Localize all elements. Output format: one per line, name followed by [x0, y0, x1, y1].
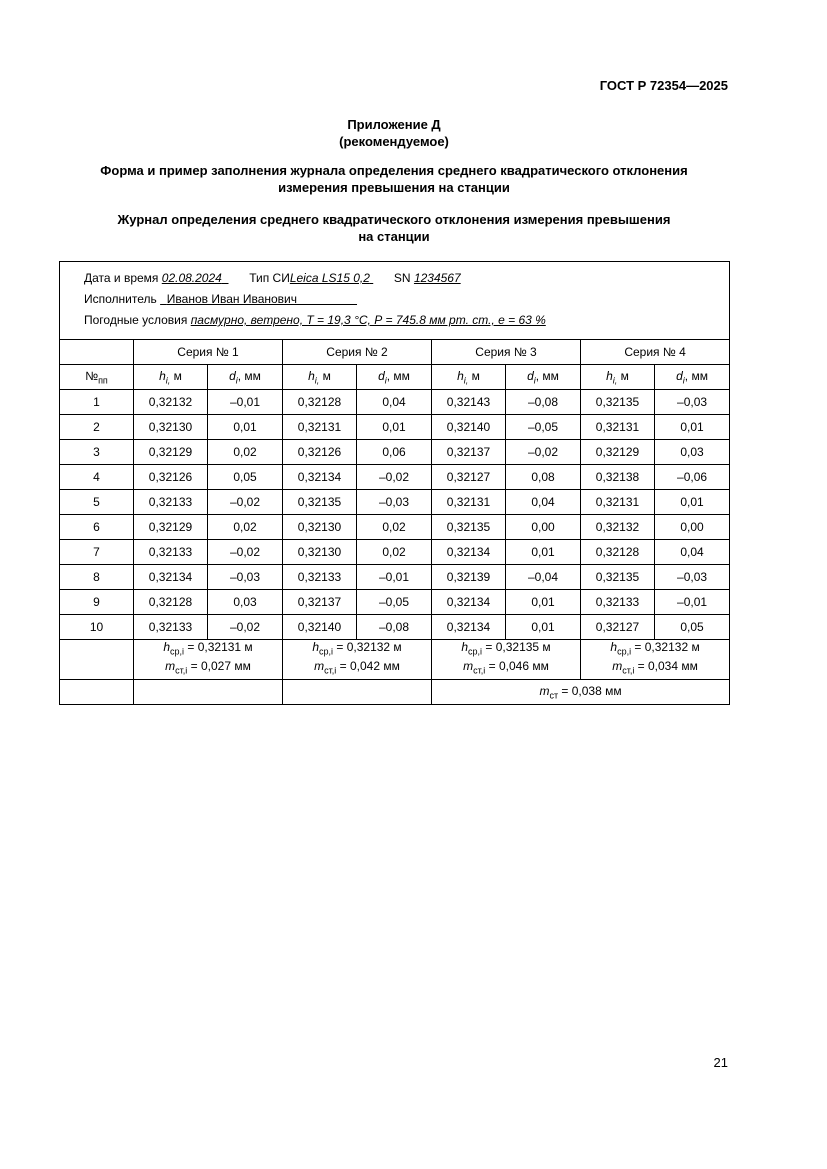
total-empty-cell — [134, 679, 283, 704]
series-summary — [581, 640, 730, 680]
h-value: 0,32130 — [134, 415, 208, 440]
d-value: 0,02 — [357, 540, 432, 565]
h-unit: м — [617, 368, 629, 383]
table-row — [60, 465, 730, 490]
h-column-header — [283, 365, 357, 390]
station-deviation-value: = 0,042 мм — [336, 659, 400, 674]
sn-label: SN — [393, 271, 411, 285]
h-value: 0,32143 — [432, 390, 506, 415]
d-value: 0,00 — [655, 515, 730, 540]
h-value: 0,32129 — [134, 440, 208, 465]
date-value: 02.08.2024 — [161, 271, 222, 285]
h-unit: м — [319, 368, 331, 383]
d-symbol: d — [378, 368, 385, 383]
d-value: 0,02 — [357, 515, 432, 540]
number-sub-label: пп — [98, 375, 108, 386]
executor-label: Исполнитель — [84, 292, 157, 306]
d-value: 0,04 — [506, 490, 581, 515]
appendix-heading — [59, 116, 729, 150]
weather-label: Погодные условия — [84, 313, 188, 327]
d-value: 0,03 — [208, 590, 283, 615]
series-2-header: Серия № 2 — [283, 340, 432, 365]
row-number: 2 — [60, 415, 134, 440]
h-value: 0,32126 — [283, 440, 357, 465]
h-value: 0,32134 — [432, 540, 506, 565]
mean-height-value: = 0,32132 м — [333, 640, 402, 654]
h-value: 0,32129 — [134, 515, 208, 540]
sn-value: 1234567 — [413, 271, 461, 285]
row-number: 6 — [60, 515, 134, 540]
table-row — [60, 590, 730, 615]
d-value: –0,02 — [208, 490, 283, 515]
h-value: 0,32130 — [283, 540, 357, 565]
station-deviation — [583, 659, 727, 678]
h-subscript: i, — [612, 375, 618, 386]
h-value: 0,32133 — [134, 540, 208, 565]
total-empty-cell — [60, 679, 134, 704]
journal-title — [59, 211, 729, 245]
h-symbol: h — [312, 640, 320, 654]
h-value: 0,32135 — [283, 490, 357, 515]
journal-title-line1: Журнал определения среднего квадратического отклонения измерения превышения — [117, 212, 671, 227]
d-symbol: d — [229, 368, 236, 383]
h-value: 0,32134 — [134, 565, 208, 590]
table-row — [60, 615, 730, 640]
total-row — [60, 679, 730, 704]
d-subscript: i — [235, 375, 238, 386]
d-value: –0,05 — [506, 415, 581, 440]
form-title-line2: измерения превышения на станции — [278, 180, 510, 195]
m-symbol: m — [463, 659, 474, 674]
table-row — [60, 390, 730, 415]
h-value: 0,32131 — [581, 415, 655, 440]
mean-height — [285, 640, 429, 659]
station-deviation-value: = 0,027 мм — [187, 659, 251, 674]
h-symbol: h — [159, 368, 166, 383]
h-value: 0,32134 — [432, 590, 506, 615]
si-type-value: Leica LS15 0,2 — [289, 271, 370, 285]
total-m-symbol: m — [539, 683, 550, 698]
h-value: 0,32133 — [283, 565, 357, 590]
h-value: 0,32140 — [283, 615, 357, 640]
h-value: 0,32132 — [581, 515, 655, 540]
h-column-header — [581, 365, 655, 390]
d-value: –0,03 — [655, 390, 730, 415]
total-m-subscript: ст — [549, 689, 559, 700]
row-number: 1 — [60, 390, 134, 415]
d-column-header — [655, 365, 730, 390]
d-value: –0,03 — [208, 565, 283, 590]
d-value: 0,05 — [655, 615, 730, 640]
d-value: 0,01 — [655, 490, 730, 515]
station-deviation — [285, 659, 429, 678]
d-value: –0,04 — [506, 565, 581, 590]
d-column-header — [357, 365, 432, 390]
h-value: 0,32138 — [581, 465, 655, 490]
d-value: –0,01 — [357, 565, 432, 590]
h-value: 0,32135 — [432, 515, 506, 540]
h-symbol: h — [457, 368, 464, 383]
series-4-header: Серия № 4 — [581, 340, 730, 365]
h-column-header — [134, 365, 208, 390]
d-symbol: d — [527, 368, 534, 383]
d-value: 0,01 — [506, 590, 581, 615]
h-value: 0,32135 — [581, 565, 655, 590]
station-deviation — [434, 659, 578, 678]
h-symbol: h — [610, 640, 618, 654]
info-line-executor — [84, 289, 729, 310]
series-summary — [432, 640, 581, 680]
h-unit: м — [468, 368, 480, 383]
column-header-row — [60, 365, 730, 390]
journal-table — [59, 261, 730, 705]
series-header-row — [60, 340, 730, 365]
h-value: 0,32135 — [581, 390, 655, 415]
date-label: Дата и время — [84, 271, 159, 285]
h-symbol: h — [308, 368, 315, 383]
d-value: 0,01 — [208, 415, 283, 440]
weather-value: пасмурно, ветрено, Т = 19,3 °С, Р = 745.8 мм рт. ст., е = 63 % — [190, 313, 546, 327]
m-subscript: ст,i — [473, 665, 486, 676]
h-value: 0,32131 — [283, 415, 357, 440]
mean-height-value: = 0,32131 м — [184, 640, 253, 654]
row-number: 4 — [60, 465, 134, 490]
d-value: 0,01 — [655, 415, 730, 440]
total-empty-cell — [283, 679, 432, 704]
h-value: 0,32129 — [581, 440, 655, 465]
d-column-header — [208, 365, 283, 390]
h-subscript: i, — [165, 375, 171, 386]
table-row — [60, 440, 730, 465]
h-unit: м — [170, 368, 182, 383]
d-value: –0,02 — [208, 615, 283, 640]
station-deviation-value: = 0,034 мм — [634, 659, 698, 674]
appendix-status: (рекомендуемое) — [339, 134, 449, 149]
h-symbol: h — [606, 368, 613, 383]
row-number: 3 — [60, 440, 134, 465]
m-subscript: ст,i — [622, 665, 635, 676]
d-value: –0,02 — [357, 465, 432, 490]
d-symbol: d — [676, 368, 683, 383]
d-subscript: i — [384, 375, 387, 386]
h-value: 0,32128 — [283, 390, 357, 415]
h-value: 0,32126 — [134, 465, 208, 490]
summary-empty-cell — [60, 640, 134, 680]
executor-value: Иванов Иван Иванович — [166, 292, 297, 306]
series-1-header: Серия № 1 — [134, 340, 283, 365]
mean-height — [434, 640, 578, 659]
d-value: 0,02 — [208, 440, 283, 465]
station-deviation-value: = 0,046 мм — [485, 659, 549, 674]
h-value: 0,32133 — [134, 490, 208, 515]
h-value: 0,32134 — [432, 615, 506, 640]
si-type-label: Тип СИ — [249, 271, 290, 285]
appendix-title: Приложение Д — [347, 117, 441, 132]
h-value: 0,32128 — [581, 540, 655, 565]
total-deviation-value: = 0,038 мм — [558, 683, 622, 698]
row-number: 7 — [60, 540, 134, 565]
h-value: 0,32131 — [581, 490, 655, 515]
series-summary — [283, 640, 432, 680]
d-value: 0,06 — [357, 440, 432, 465]
standard-number: ГОСТ Р 72354—2025 — [599, 78, 728, 93]
h-value: 0,32139 — [432, 565, 506, 590]
m-symbol: m — [165, 659, 176, 674]
d-value: 0,08 — [506, 465, 581, 490]
d-value: –0,02 — [506, 440, 581, 465]
table-row — [60, 540, 730, 565]
h-symbol: h — [163, 640, 171, 654]
h-symbol: h — [461, 640, 469, 654]
h-value: 0,32140 — [432, 415, 506, 440]
h-value: 0,32133 — [134, 615, 208, 640]
h-value: 0,32128 — [134, 590, 208, 615]
h-value: 0,32127 — [581, 615, 655, 640]
h-value: 0,32137 — [283, 590, 357, 615]
station-deviation — [136, 659, 280, 678]
d-unit: , мм — [386, 368, 410, 383]
row-number: 8 — [60, 565, 134, 590]
d-value: –0,06 — [655, 465, 730, 490]
m-symbol: m — [314, 659, 325, 674]
h-value: 0,32131 — [432, 490, 506, 515]
row-number: 9 — [60, 590, 134, 615]
empty-header-cell — [60, 340, 134, 365]
d-value: –0,03 — [655, 565, 730, 590]
h-column-header — [432, 365, 506, 390]
d-value: 0,04 — [655, 540, 730, 565]
d-value: 0,05 — [208, 465, 283, 490]
d-value: 0,00 — [506, 515, 581, 540]
row-number: 10 — [60, 615, 134, 640]
d-value: 0,01 — [357, 415, 432, 440]
d-value: –0,01 — [208, 390, 283, 415]
h-subscript: ср,i — [617, 646, 632, 657]
mean-height — [583, 640, 727, 659]
table-row — [60, 415, 730, 440]
d-value: 0,01 — [506, 615, 581, 640]
table-row — [60, 565, 730, 590]
d-value: –0,08 — [506, 390, 581, 415]
mean-height-value: = 0,32135 м — [482, 640, 551, 654]
d-value: –0,02 — [208, 540, 283, 565]
h-value: 0,32127 — [432, 465, 506, 490]
info-line-date — [84, 268, 729, 289]
series-summary — [134, 640, 283, 680]
m-symbol: m — [612, 659, 623, 674]
page-number: 21 — [713, 1055, 728, 1070]
d-value: –0,03 — [357, 490, 432, 515]
h-value: 0,32134 — [283, 465, 357, 490]
table-row — [60, 490, 730, 515]
d-value: –0,01 — [655, 590, 730, 615]
d-value: –0,08 — [357, 615, 432, 640]
d-value: 0,01 — [506, 540, 581, 565]
h-value: 0,32133 — [581, 590, 655, 615]
h-subscript: ср,i — [468, 646, 483, 657]
series-3-header: Серия № 3 — [432, 340, 581, 365]
form-title — [59, 162, 729, 196]
d-subscript: i — [682, 375, 685, 386]
journal-title-line2: на станции — [358, 229, 430, 244]
mean-height-value: = 0,32132 м — [631, 640, 700, 654]
d-value: 0,04 — [357, 390, 432, 415]
row-number: 5 — [60, 490, 134, 515]
m-subscript: ст,i — [324, 665, 337, 676]
d-column-header — [506, 365, 581, 390]
info-line-weather — [84, 310, 729, 331]
d-unit: , мм — [237, 368, 261, 383]
d-unit: , мм — [684, 368, 708, 383]
m-subscript: ст,i — [175, 665, 188, 676]
h-subscript: i, — [314, 375, 320, 386]
total-deviation — [432, 679, 730, 704]
h-subscript: ср,i — [170, 646, 185, 657]
number-column-header — [60, 365, 134, 390]
h-subscript: ср,i — [319, 646, 334, 657]
h-value: 0,32137 — [432, 440, 506, 465]
d-subscript: i — [533, 375, 536, 386]
h-value: 0,32130 — [283, 515, 357, 540]
mean-height — [136, 640, 280, 659]
d-value: 0,03 — [655, 440, 730, 465]
d-unit: , мм — [535, 368, 559, 383]
h-value: 0,32132 — [134, 390, 208, 415]
journal-info — [60, 262, 730, 340]
form-title-line1: Форма и пример заполнения журнала определения среднего квадратического отклонения — [100, 163, 688, 178]
d-value: –0,05 — [357, 590, 432, 615]
table-row — [60, 515, 730, 540]
number-label: № — [85, 368, 99, 383]
h-subscript: i, — [463, 375, 469, 386]
summary-row — [60, 640, 730, 680]
d-value: 0,02 — [208, 515, 283, 540]
